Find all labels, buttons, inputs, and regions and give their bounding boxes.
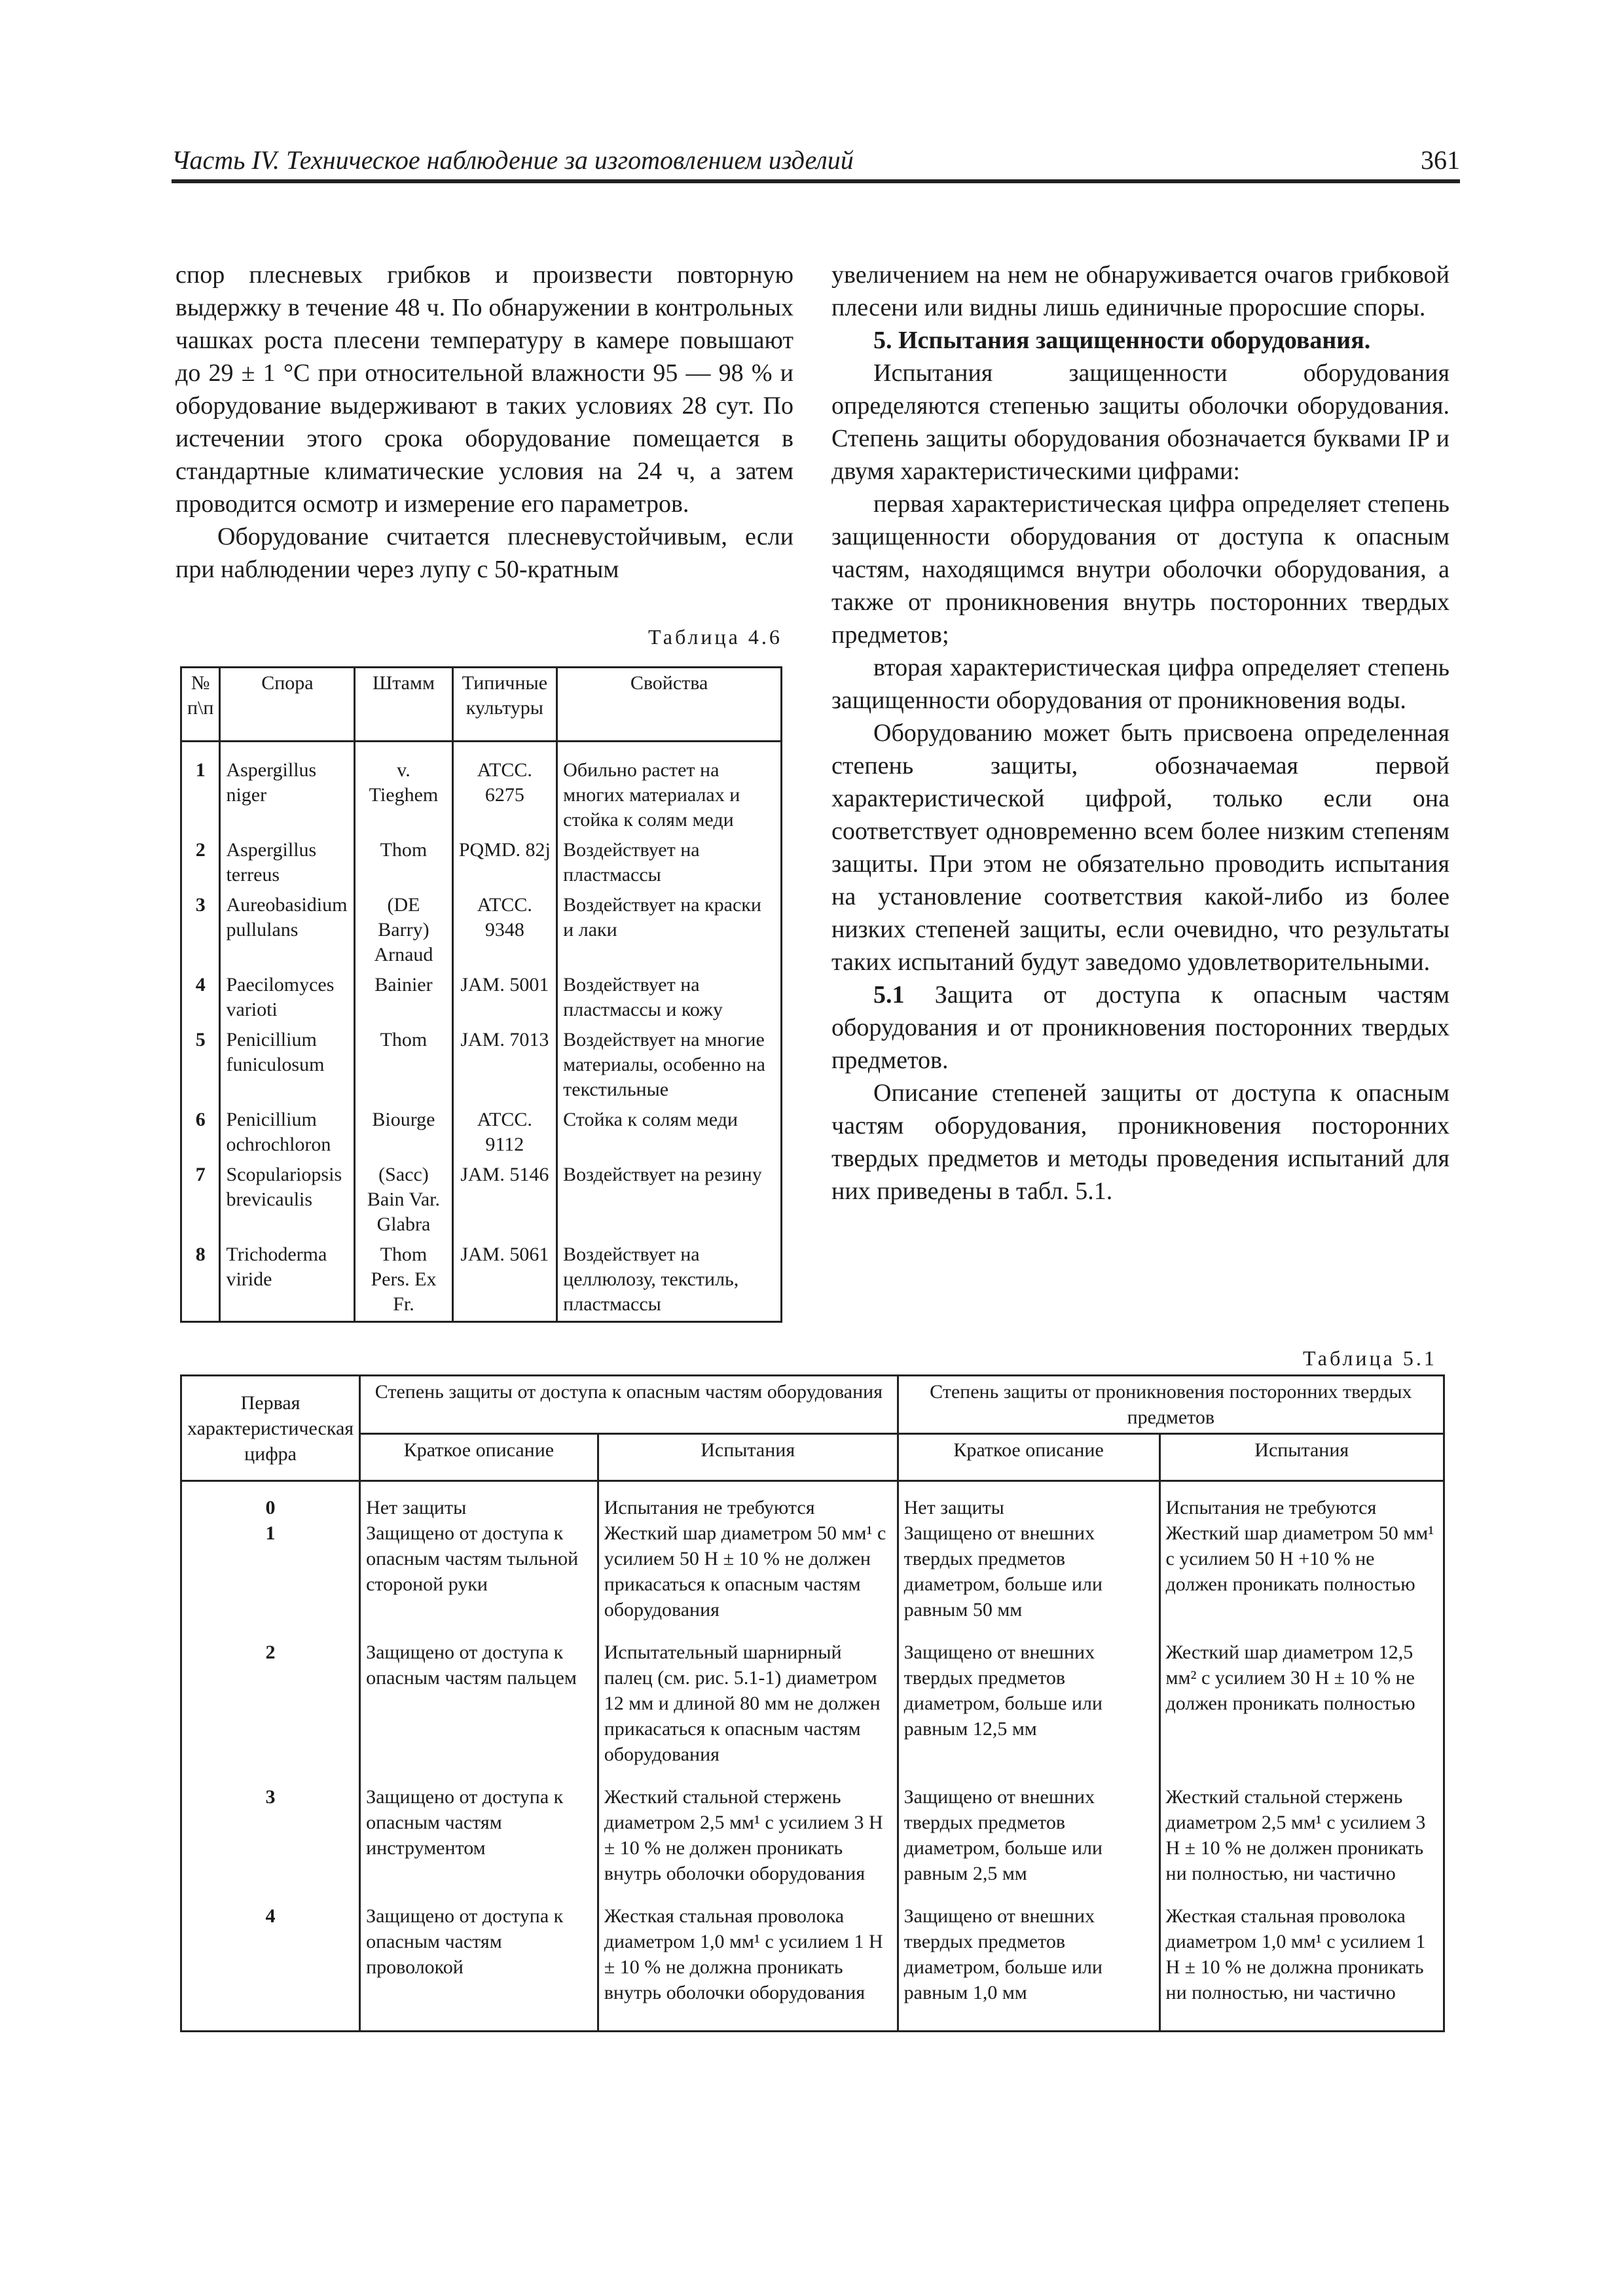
- table-46-cell: ATCC. 6275: [452, 742, 557, 836]
- right-paragraph-2: Испытания защищенности оборудования определяются степенью защиты оболочки оборудования. Степень защиты оборудования обозначается буквами IP и двумя характеристическими цифрами:: [831, 359, 1450, 485]
- table-46-cell: ATCC. 9112: [452, 1105, 557, 1160]
- table-46-cell: Thom: [355, 1025, 452, 1105]
- table-46-cell: ATCC. 9348: [452, 890, 557, 970]
- table-46-row: [181, 1240, 782, 1322]
- right-paragraph-5: Оборудованию может быть присвоена определенная степень защиты, обозначаемая первой характеристической цифрой, только если она соответствует одновременно всем более низким степеням защиты. При этом не обязательно проводить испытания на установление соответствия какой-либо из более низких степеней защиты, если очевидно, что результаты таких испытаний будут заведомо удовлетворительными.: [831, 719, 1450, 976]
- table-51-cell: Защищено от внешних твердых предметов диаметром, больше или равным 2,5 мм: [898, 1782, 1159, 1901]
- table-46-header: Спора: [220, 668, 355, 742]
- table-51-cell: 0 1: [181, 1481, 360, 1638]
- table-46-cell: JAM. 5061: [452, 1240, 557, 1322]
- table-51-header-row-1: [181, 1376, 1444, 1434]
- table-51-cell: Жесткий стальной стержень диаметром 2,5 мм¹ с усилием 3 Н ± 10 % не должен проникать ни полностью, ни частично: [1159, 1782, 1444, 1901]
- table-46-row: [181, 1025, 782, 1105]
- table-46-cell: JAM. 5146: [452, 1160, 557, 1240]
- table-51-cell: Жесткий шар диаметром 12,5 мм² с усилием 30 Н ± 10 % не должен проникать полностью: [1159, 1637, 1444, 1782]
- table-46-row: [181, 1160, 782, 1240]
- table-46-row: [181, 970, 782, 1025]
- table-51-header-first-digit: Первая характеристическая цифра: [181, 1376, 360, 1481]
- table-51-cell: Защищено от доступа к опасным частям пальцем: [360, 1637, 598, 1782]
- table-46-cell: Воздействует на многие материалы, особенно на текстильные: [557, 1025, 782, 1105]
- table-51-row: [181, 1782, 1444, 1901]
- table-46-cell: v. Tieghem: [355, 742, 452, 836]
- table-46-caption: Таблица 4.6: [648, 625, 782, 649]
- table-46-cell: Thom: [355, 835, 452, 890]
- table-51-row: [181, 1901, 1444, 2032]
- right-paragraph-6: [831, 978, 1450, 1077]
- table-46-header: № п\п: [181, 668, 220, 742]
- table-46-cell: Обильно растет на многих материалах и стойка к солям меди: [557, 742, 782, 836]
- table-51-cell: Испытательный шарнирный палец (см. рис. 5.1-1) диаметром 12 мм и длиной 80 мм не должен прикасаться к опасным частям оборудования: [598, 1637, 898, 1782]
- table-46-cell: Воздействует на резину: [557, 1160, 782, 1240]
- table-46-cell: PQMD. 82j: [452, 835, 557, 890]
- table-46-cell: Paecilomyces varioti: [220, 970, 355, 1025]
- table-46-cell: Aspergillus terreus: [220, 835, 355, 890]
- table-51-cell: 4: [181, 1901, 360, 2032]
- table-46-cell: (Sacc) Bain Var. Glabra: [355, 1160, 452, 1240]
- table-46-cell: Scopulariopsis brevicaulis: [220, 1160, 355, 1240]
- table-51-cell: Защищено от доступа к опасным частям инструментом: [360, 1782, 598, 1901]
- table-51-cell: Испытания не требуются Жесткий шар диаметром 50 мм¹ с усилием 50 Н +10 % не должен проникать полностью: [1159, 1481, 1444, 1638]
- table-46-cell: Biourge: [355, 1105, 452, 1160]
- table-51-header-access: Степень защиты от доступа к опасным частям оборудования: [360, 1376, 898, 1434]
- table-46-cell: 5: [181, 1025, 220, 1105]
- table-46-cell: JAM. 5001: [452, 970, 557, 1025]
- page-header: [172, 143, 1460, 183]
- table-51-header-row-2: [181, 1434, 1444, 1481]
- table-46-header: Свойства: [557, 668, 782, 742]
- table-46-row: [181, 742, 782, 836]
- table-51-subheader-tests: Испытания: [598, 1434, 898, 1481]
- subsection-number: 5.1: [873, 981, 905, 1009]
- table-46-header-row: [181, 668, 782, 742]
- table-46-cell: 7: [181, 1160, 220, 1240]
- table-46-cell: 2: [181, 835, 220, 890]
- right-paragraph-3: первая характеристическая цифра определяет степень защищенности оборудования от доступа к опасным частям, находящимся внутри оболочки оборудования, а также от проникновения внутрь посторонних твердых предметов;: [831, 490, 1450, 649]
- table-46-cell: JAM. 7013: [452, 1025, 557, 1105]
- table-51-cell: 2: [181, 1637, 360, 1782]
- table-46-cell: Стойка к солям меди: [557, 1105, 782, 1160]
- table-51-cell: 3: [181, 1782, 360, 1901]
- table-51-cell: Нет защиты Защищено от доступа к опасным частям тыльной стороной руки: [360, 1481, 598, 1638]
- table-46-row: [181, 890, 782, 970]
- section-5-heading: [831, 324, 1450, 357]
- table-51-row: [181, 1481, 1444, 1638]
- table-46-cell: 6: [181, 1105, 220, 1160]
- section-5-heading-text: 5. Испытания защищенности оборудования.: [873, 327, 1371, 354]
- table-46-cell: Aureobasidium pullulans: [220, 890, 355, 970]
- left-paragraph-2: Оборудование считается плесневустойчивым, если при наблюдении через лупу с 50-кратным: [175, 523, 793, 583]
- table-46-cell: 3: [181, 890, 220, 970]
- table-51-cell: Защищено от доступа к опасным частям проволокой: [360, 1901, 598, 2032]
- table-46-cell: Penicillium ochrochloron: [220, 1105, 355, 1160]
- table-46-cell: Bainier: [355, 970, 452, 1025]
- table-46-cell: Penicillium funiculosum: [220, 1025, 355, 1105]
- subsection-text: Защита от доступа к опасным частям оборудования и от проникновения посторонних твердых предметов.: [831, 981, 1450, 1074]
- table-51-row: [181, 1637, 1444, 1782]
- table-46-cell: Воздействует на краски и лаки: [557, 890, 782, 970]
- table-46-header: Типичные культуры: [452, 668, 557, 742]
- table-51-cell: Жесткий стальной стержень диаметром 2,5 мм¹ с усилием 3 Н ± 10 % не должен проникать внутрь оболочки оборудования: [598, 1782, 898, 1901]
- table-46-body: [181, 742, 782, 1322]
- table-51-subheader-brief: Краткое описание: [360, 1434, 598, 1481]
- table-51-cell: Испытания не требуются Жесткий шар диаметром 50 мм¹ с усилием 50 Н ± 10 % не должен прикасаться к опасным частям оборудования: [598, 1481, 898, 1638]
- table-46-row: [181, 1105, 782, 1160]
- table-51-caption: Таблица 5.1: [1303, 1346, 1437, 1370]
- table-46-cell: 1: [181, 742, 220, 836]
- right-paragraph-1: увеличением на нем не обнаруживается очагов грибковой плесени или видны лишь единичные проросшие споры.: [831, 261, 1450, 321]
- table-46-cell: 8: [181, 1240, 220, 1322]
- table-46-header: Штамм: [355, 668, 452, 742]
- table-46-cell: Воздействует на пластмассы: [557, 835, 782, 890]
- left-column: [175, 259, 793, 586]
- table-46-row: [181, 835, 782, 890]
- table-51-header-solids: Степень защиты от проникновения посторонних твердых предметов: [898, 1376, 1444, 1434]
- right-paragraph-7: Описание степеней защиты от доступа к опасным частям оборудования, проникновения посторонних твердых предметов и методы проведения испытаний для них приведены в табл. 5.1.: [831, 1079, 1450, 1205]
- table-4-6: [180, 666, 782, 1323]
- table-46-cell: Thom Pers. Ex Fr.: [355, 1240, 452, 1322]
- right-column: [831, 259, 1450, 1208]
- table-51-cell: Жесткая стальная проволока диаметром 1,0 мм¹ с усилием 1 Н ± 10 % не должна проникать внутрь оболочки оборудования: [598, 1901, 898, 2032]
- table-51-subheader-tests: Испытания: [1159, 1434, 1444, 1481]
- table-51-cell: Защищено от внешних твердых предметов диаметром, больше или равным 1,0 мм: [898, 1901, 1159, 2032]
- table-51-body: [181, 1481, 1444, 2032]
- running-title: Часть IV. Техническое наблюдение за изготовлением изделий: [172, 145, 854, 175]
- table-51-subheader-brief: Краткое описание: [898, 1434, 1159, 1481]
- table-46-cell: Aspergillus niger: [220, 742, 355, 836]
- table-51-cell: Защищено от внешних твердых предметов диаметром, больше или равным 12,5 мм: [898, 1637, 1159, 1782]
- left-paragraph-1: спор плесневых грибков и произвести повторную выдержку в течение 48 ч. По обнаружении в контрольных чашках роста плесени температуру в камере повышают до 29 ± 1 °С при относительной влажности 95 — 98 % и оборудование выдерживают в таких условиях 28 сут. По истечении этого срока оборудование помещается в стандартные климатические условия на 24 ч, а затем проводится осмотр и измерение его параметров.: [175, 261, 793, 518]
- table-46-cell: (DE Barry) Arnaud: [355, 890, 452, 970]
- table-5-1: [180, 1374, 1445, 2032]
- table-46-cell: Воздействует на целлюлозу, текстиль, пластмассы: [557, 1240, 782, 1322]
- page-number: 361: [1421, 145, 1460, 175]
- table-51-cell: Жесткая стальная проволока диаметром 1,0 мм¹ с усилием 1 Н ± 10 % не должна проникать ни полностью, ни частично: [1159, 1901, 1444, 2032]
- table-51-cell: Нет защиты Защищено от внешних твердых предметов диаметром, больше или равным 50 мм: [898, 1481, 1159, 1638]
- table-46-cell: Воздействует на пластмассы и кожу: [557, 970, 782, 1025]
- table-46-cell: Trichoderma viride: [220, 1240, 355, 1322]
- right-paragraph-4: вторая характеристическая цифра определяет степень защищенности оборудования от проникновения воды.: [831, 654, 1450, 714]
- table-46-cell: 4: [181, 970, 220, 1025]
